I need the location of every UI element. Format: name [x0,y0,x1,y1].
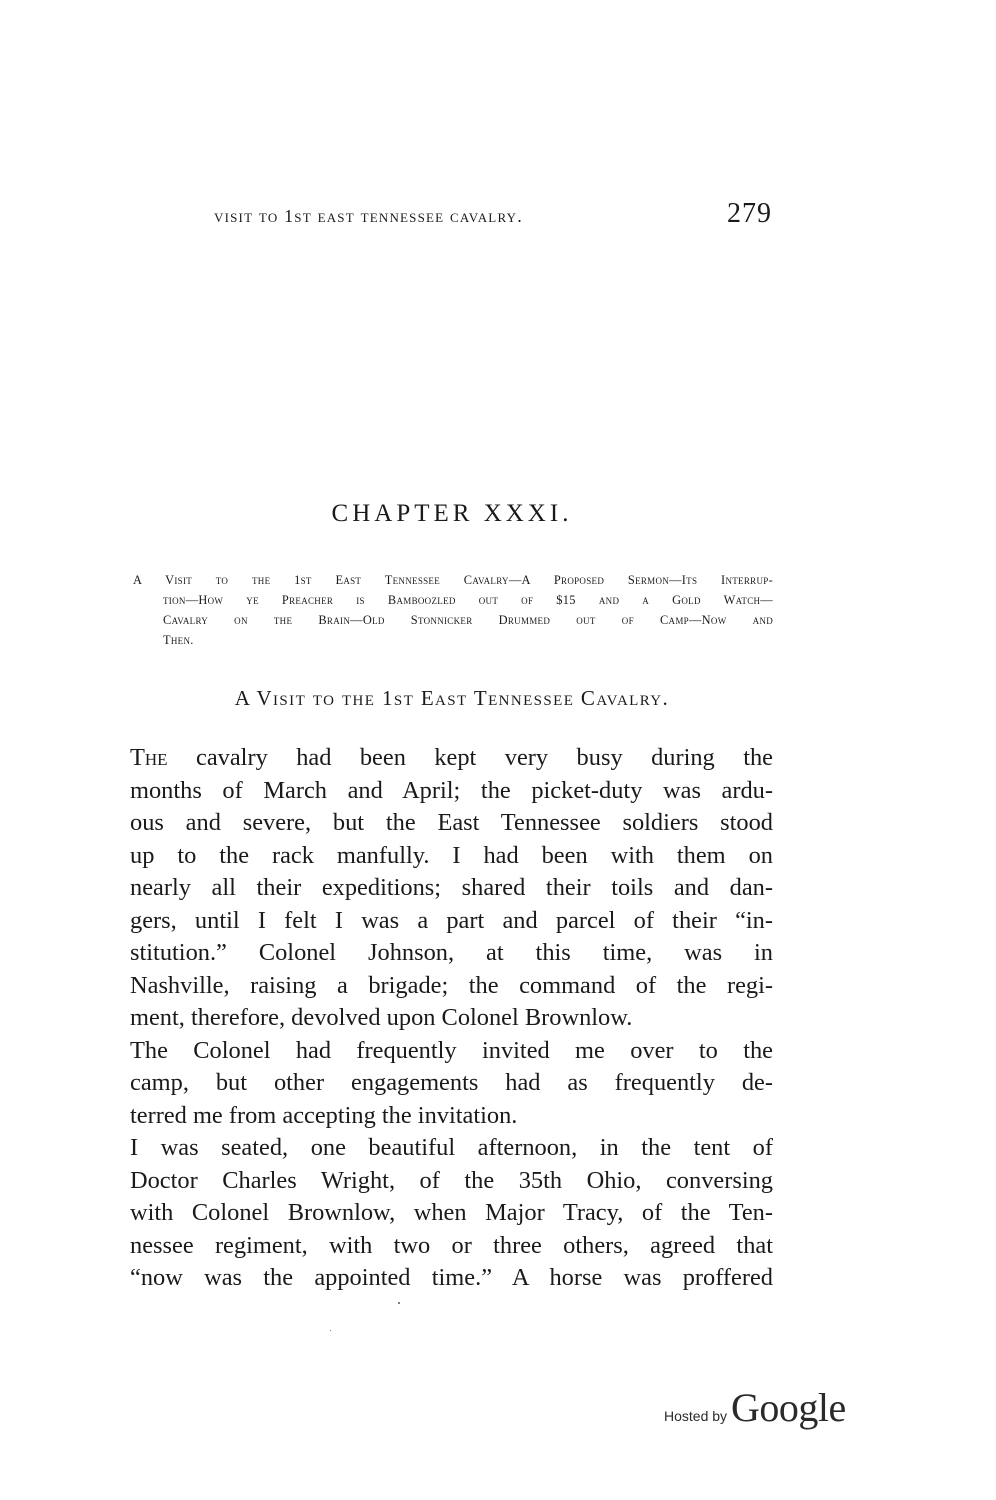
body-text [130,742,773,1295]
watermark-prefix: Hosted by [664,1408,728,1424]
google-logo: Google [731,1385,846,1430]
running-head [214,198,780,234]
line-text: cavalry had been kept very busy during the [167,744,773,771]
paragraph-3-line: with Colonel Brownlow, when Major Tracy, of the Ten- [130,1199,773,1226]
drop-word: The [130,744,168,771]
paragraph-1-line: ment, therefore, devolved upon Colonel Brownlow. [130,1004,633,1031]
summary-line: Then. [163,633,194,647]
summary-line: tion—How ye Preacher is Bamboozled out of $15 and a Gold Watch— [163,593,773,607]
paragraph-1-line: nearly all their expeditions; shared their toils and dan- [130,874,773,901]
chapter-summary [133,570,773,650]
page-number: 279 [727,198,772,229]
scan-speck [398,1302,400,1304]
hosted-by-google-watermark [664,1384,846,1431]
paragraph-3-line: I was seated, one beautiful afternoon, in the tent of [130,1134,773,1161]
paragraph-3-line: Doctor Charles Wright, of the 35th Ohio, conversing [130,1166,773,1194]
paragraph-1-line: up to the rack manfully. I had been with them on [130,841,773,869]
section-heading: A Visit to the 1st East Tennessee Cavalry. [234,686,670,710]
paragraph-2-line: camp, but other engagements had as frequently de- [130,1069,773,1096]
paragraph-1-line: ous and severe, but the East Tennessee soldiers stood [130,809,773,836]
paragraph-1-line [130,742,773,775]
paragraph-1-line: Nashville, raising a brigade; the command of the regi- [130,971,773,999]
chapter-title: CHAPTER XXXI. [331,500,573,527]
paragraph-3-line: “now was the appointed time.” A horse was proffered [130,1264,773,1291]
scan-speck [330,1330,331,1331]
summary-line: A Visit to the 1st East Tennessee Cavalry—A Proposed Sermon—Its Interrup- [133,573,773,587]
running-title: visit to 1st east tennessee cavalry. [214,206,523,226]
paragraph-1-line: stitution.” Colonel Johnson, at this time, was in [130,939,773,966]
paragraph-3-line: nessee regiment, with two or three others, agreed that [130,1231,773,1259]
paragraph-2-line: The Colonel had frequently invited me over to the [130,1036,773,1064]
summary-line: Cavalry on the Brain—Old Stonnicker Drummed out of Camp—Now and [163,613,773,627]
paragraph-1-line: gers, until I felt I was a part and parcel of their “in- [130,906,773,934]
paragraph-1-line: months of March and April; the picket-duty was ardu- [130,776,773,804]
paragraph-2-line: terred me from accepting the invitation. [130,1101,518,1129]
